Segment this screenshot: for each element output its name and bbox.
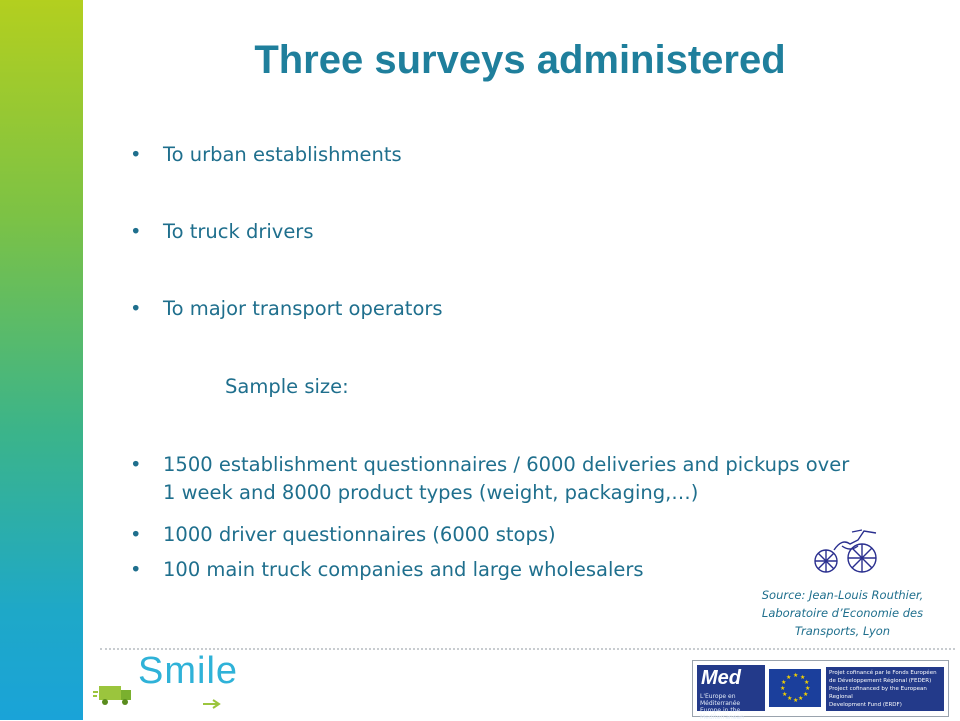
side-gradient-bar	[0, 0, 83, 720]
bullet-text: 1000 driver questionnaires (6000 stops)	[163, 523, 556, 546]
bullet-dot: •	[130, 143, 142, 166]
bullet-text: To urban establishments	[163, 143, 402, 166]
svg-text:★: ★	[800, 674, 806, 681]
svg-text:★: ★	[793, 697, 799, 704]
eu-funding-text	[826, 667, 944, 711]
funding-logos	[692, 660, 949, 721]
carriage-icon	[812, 528, 878, 576]
bullet-dot: •	[130, 220, 142, 243]
bullet-text: 100 main truck companies and large wholesalers	[163, 558, 644, 581]
svg-text:★: ★	[803, 691, 809, 698]
svg-text:★: ★	[782, 691, 788, 698]
smile-logo-text: Smile	[138, 650, 239, 692]
med-logo-subtitle	[700, 693, 766, 721]
svg-text:★: ★	[793, 672, 799, 679]
med-line: L'Europe en Méditerranée	[700, 693, 741, 707]
bullet-text-line2: 1 week and 8000 product types (weight, packaging,…)	[163, 481, 699, 504]
bullet-text: To truck drivers	[163, 220, 314, 243]
svg-text:★: ★	[798, 695, 804, 702]
eu-line: Projet cofinancé par le Fonds Européen	[829, 670, 937, 676]
sample-size-label: Sample size:	[225, 375, 349, 398]
list-item	[130, 451, 930, 507]
med-logo	[697, 665, 765, 721]
med-line: Europe in the Mediterranean	[700, 707, 744, 721]
list-item	[130, 521, 930, 549]
bullet-text: To major transport operators	[163, 297, 443, 320]
source-line: Transports, Lyon	[794, 624, 891, 638]
list-item	[130, 218, 930, 246]
source-line: Source: Jean-Louis Routhier,	[761, 588, 924, 602]
svg-text:★: ★	[804, 679, 810, 686]
slide-title: Three surveys administered	[254, 38, 786, 82]
svg-text:★: ★	[781, 679, 787, 686]
eu-line: de Développement Régional (FEDER)	[829, 678, 932, 684]
bullet-dot: •	[130, 523, 142, 546]
svg-text:★: ★	[805, 685, 811, 692]
source-caption	[745, 586, 940, 640]
list-item	[130, 556, 930, 584]
eu-line: Project cofinanced by the European Regional	[829, 686, 927, 700]
eu-flag-icon	[769, 669, 821, 707]
bullet-dot: •	[130, 453, 142, 476]
svg-text:★: ★	[780, 685, 786, 692]
bullet-text-line1: 1500 establishment questionnaires / 6000 deliveries and pickups over	[163, 453, 850, 476]
bullet-dot: •	[130, 558, 142, 581]
list-item	[130, 295, 930, 323]
eu-line: Development Fund (ERDF)	[829, 702, 902, 708]
source-line: Laboratoire d’Economie des	[761, 606, 924, 620]
list-item	[130, 141, 930, 169]
svg-text:★: ★	[786, 674, 792, 681]
svg-text:★: ★	[787, 695, 793, 702]
bullet-dot: •	[130, 297, 142, 320]
med-logo-title: Med	[701, 667, 741, 689]
